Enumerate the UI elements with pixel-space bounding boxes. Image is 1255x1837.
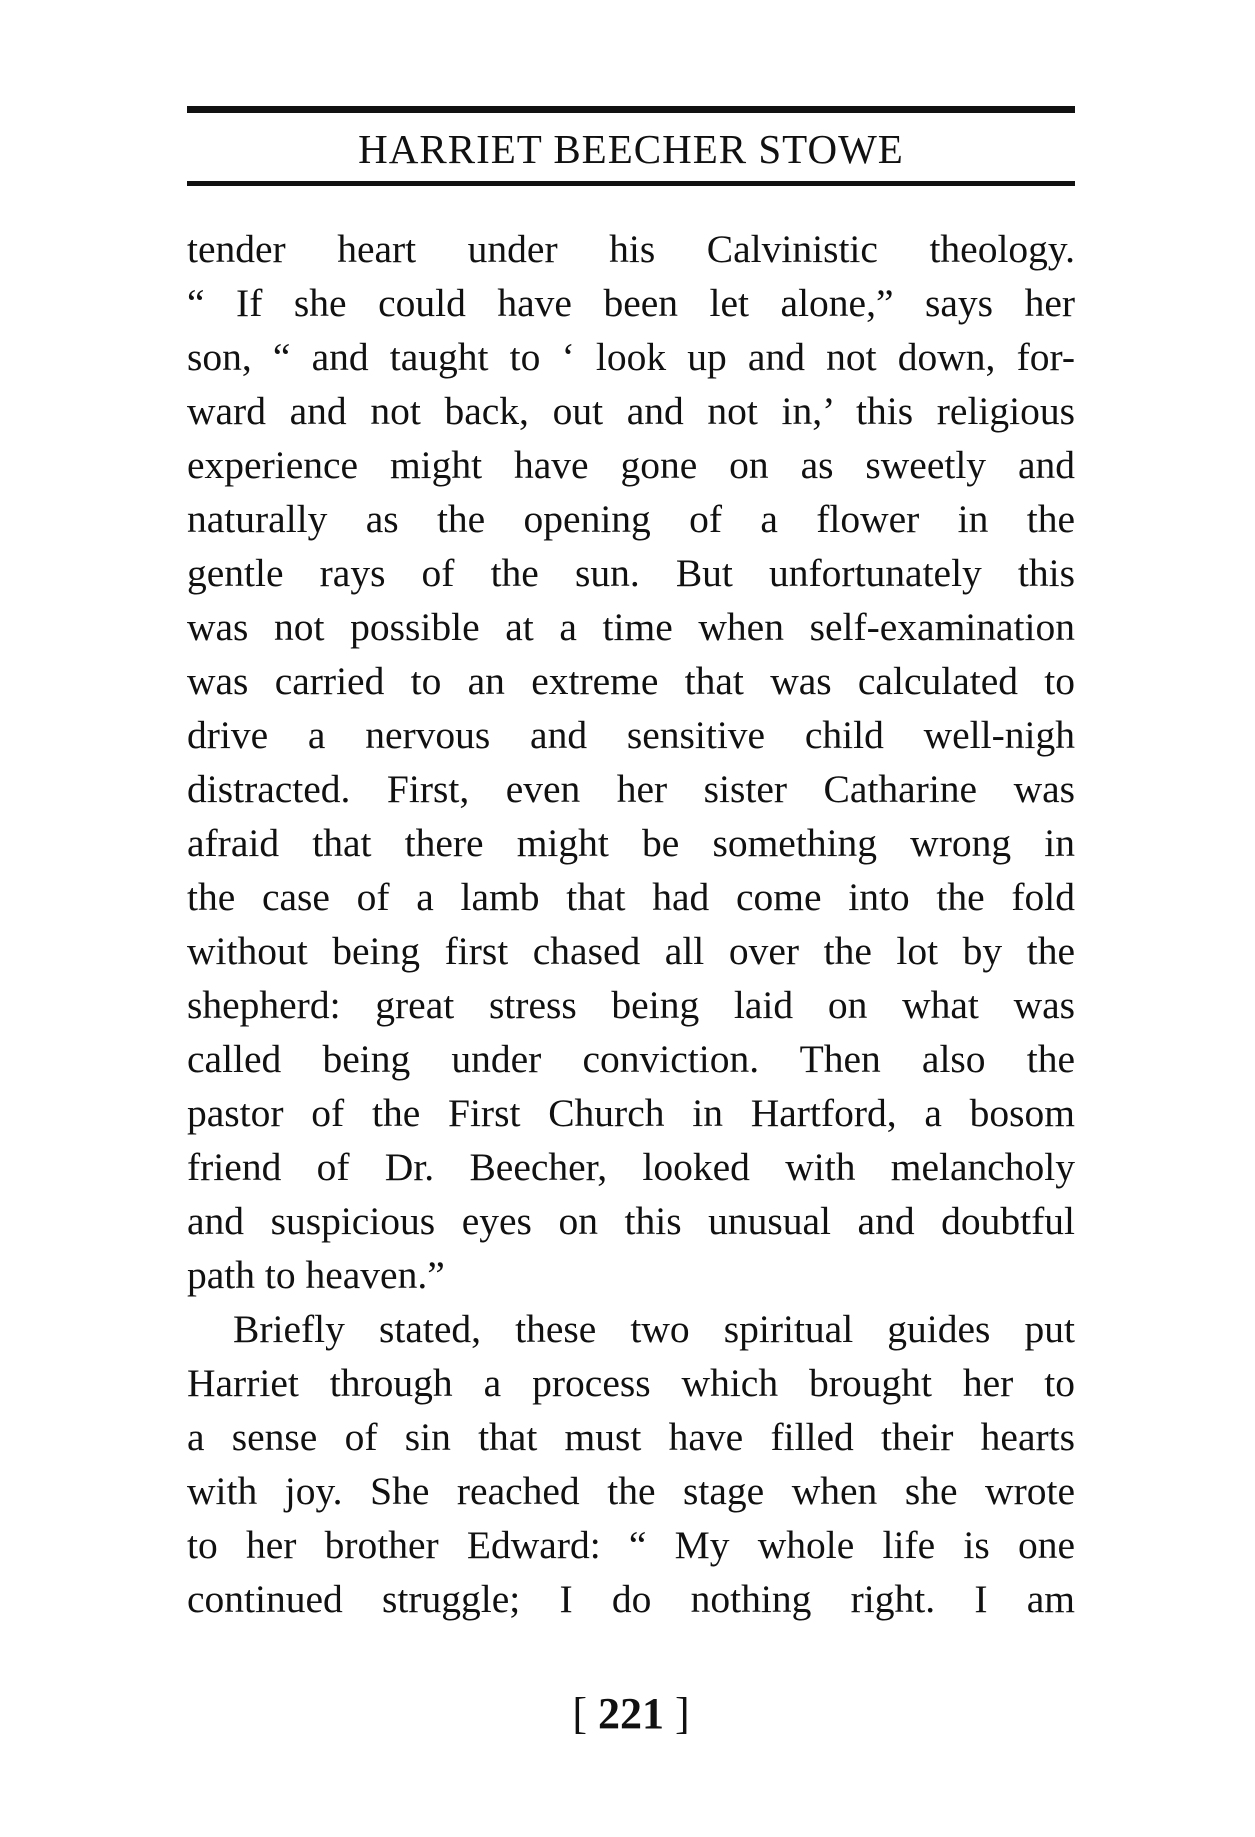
text-line: shepherd: great stress being laid on what was [187,983,1075,1027]
header-rule-top [187,106,1075,113]
text-line: “ If she could have been let alone,” says her [187,281,1075,325]
folio-bracket-close: ] [675,1689,690,1738]
text-line: ward and not back, out and not in,’ this religious [187,389,1075,433]
header-rule-bottom [187,181,1075,186]
paragraph-1 [187,222,1075,1302]
running-head: HARRIET BEECHER STOWE [358,126,904,172]
text-line: continued struggle; I do nothing right. I am [187,1577,1075,1621]
text-line: path to heaven.” [187,1253,445,1297]
text-line: afraid that there might be something wrong in [187,821,1075,865]
text-line: tender heart under his Calvinistic theology. [187,227,1075,271]
text-line: Harriet through a process which brought her to [187,1361,1075,1405]
folio-bracket-open: [ [572,1689,587,1738]
text-line: was carried to an extreme that was calculated to [187,659,1075,703]
text-line: gentle rays of the sun. But unfortunately this [187,551,1075,595]
page-number [187,1689,1075,1739]
text-line: called being under conviction. Then also the [187,1037,1075,1081]
body-text [187,222,1075,1626]
paragraph-2 [187,1302,1075,1626]
text-line: a sense of sin that must have filled their hearts [187,1415,1075,1459]
text-line: and suspicious eyes on this unusual and doubtful [187,1199,1075,1243]
text-line: friend of Dr. Beecher, looked with melancholy [187,1145,1075,1189]
text-line: Briefly stated, these two spiritual guides put [233,1307,1075,1351]
text-line: drive a nervous and sensitive child well-nigh [187,713,1075,757]
text-line: the case of a lamb that had come into the fold [187,875,1075,919]
text-line: pastor of the First Church in Hartford, a bosom [187,1091,1075,1135]
text-line: experience might have gone on as sweetly and [187,443,1075,487]
text-line: to her brother Edward: “ My whole life is one [187,1523,1075,1567]
text-line: naturally as the opening of a flower in the [187,497,1075,541]
text-line: with joy. She reached the stage when she wrote [187,1469,1075,1513]
text-line: son, “ and taught to ‘ look up and not down, for- [187,335,1075,379]
text-line: without being first chased all over the lot by the [187,929,1075,973]
text-line: distracted. First, even her sister Catharine was [187,767,1075,811]
folio-number: 221 [598,1689,664,1738]
text-line: was not possible at a time when self-examination [187,605,1075,649]
